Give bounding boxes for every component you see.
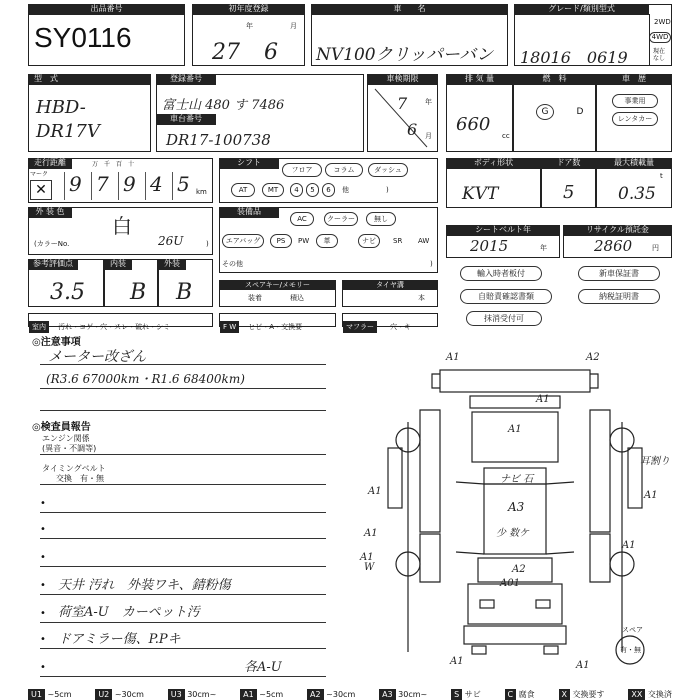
shift-other: 他 xyxy=(342,186,349,194)
legend-item: C 腐食 xyxy=(505,689,535,700)
bullet: • xyxy=(40,524,46,535)
mileage-units: 万 千 百 十 xyxy=(92,161,135,168)
engine-label: エンジン関係 xyxy=(42,434,90,443)
left-front-door xyxy=(420,410,440,532)
model-label: 型 式 xyxy=(28,74,151,85)
damage-mark: W xyxy=(364,562,375,573)
equip-cooler: クーラー xyxy=(324,212,358,226)
interior-score-value: B xyxy=(130,280,147,305)
first-reg-year: 27 xyxy=(212,40,240,65)
first-reg-month: 6 xyxy=(264,40,278,65)
car-name: NV100クリッパーバン xyxy=(316,45,494,65)
damage-mark: 少 数ケ xyxy=(496,528,530,539)
body-shape-label: ボディ形状 xyxy=(446,158,541,169)
legend-item: U3 30cm~ xyxy=(168,689,217,700)
equip-other-paren: ) xyxy=(430,260,433,268)
lot-number: SY0116 xyxy=(34,22,132,53)
spare-value: 有・無 xyxy=(620,646,641,654)
inspection-year-unit: 年 xyxy=(425,98,432,106)
load-unit: t xyxy=(660,172,663,180)
shift-gear-6: 6 xyxy=(322,183,335,197)
equip-other: その他 xyxy=(222,260,243,268)
smartkey-loaded: 積込 xyxy=(290,294,304,302)
recycle-label: リサイクル預託金 xyxy=(563,225,672,236)
mileage-digits xyxy=(64,172,199,200)
doc-import-plate: 輸入時者板付 xyxy=(460,266,542,281)
rear-bumper xyxy=(464,626,566,644)
mileage-digit: 7 xyxy=(91,172,118,200)
model-value: HBD-DR17V xyxy=(36,97,100,142)
smartkey-fitted: 装着 xyxy=(248,294,262,302)
legend xyxy=(28,689,672,700)
drive-other: 現在なし xyxy=(653,48,666,62)
shift-other-paren: ) xyxy=(386,186,389,194)
notes-line-1: メーター改ざん xyxy=(48,349,146,365)
color-label: 外 装 色 xyxy=(28,207,72,218)
equip-airbag: エアバッグ xyxy=(222,234,264,248)
fuel-g-option: G xyxy=(536,104,554,120)
mileage-mark-box: ✕ xyxy=(30,180,52,200)
damage-mark: A1 xyxy=(644,490,658,501)
equip-leather: 革 xyxy=(316,234,338,248)
damage-mark: ナビ 石 xyxy=(500,474,534,485)
damage-mark: A1 xyxy=(364,528,378,539)
fw-row xyxy=(219,313,336,331)
interior-score-label: 内装 xyxy=(104,259,132,270)
equip-navi: ナビ xyxy=(358,234,380,248)
fuel-d-option: D xyxy=(572,104,588,120)
year-unit: 年 xyxy=(246,22,253,30)
mileage-km: km xyxy=(196,188,207,196)
mileage-digit: 9 xyxy=(64,172,91,200)
cc-unit: cc xyxy=(502,132,510,140)
shift-label: シフト xyxy=(219,158,279,169)
fw-row-text: ヒビ・A・交換要 xyxy=(248,323,303,331)
bullet: • xyxy=(40,608,46,619)
roof xyxy=(484,484,546,554)
inspector-line-4: 各A-U xyxy=(244,660,282,675)
doc-warranty: 新車保証書 xyxy=(578,266,660,281)
month-unit: 月 xyxy=(290,22,297,30)
first-reg-label: 初年度登録 xyxy=(192,4,305,15)
legend-item: X 交換要す xyxy=(559,689,605,700)
equip-pw: PW xyxy=(298,237,310,245)
mileage-digit: 5 xyxy=(172,172,199,200)
doc-tax: 納税証明書 xyxy=(578,289,660,304)
tire-unit: 本 xyxy=(418,294,425,302)
left-fender xyxy=(388,448,402,508)
chassis-value: DR17-100738 xyxy=(166,131,271,149)
shift-column: コラム xyxy=(325,163,363,177)
equip-sr: SR xyxy=(393,237,403,245)
recycle-value: 2860 xyxy=(594,237,633,255)
color-code-label: (カラーNo. xyxy=(34,240,70,248)
damage-mark: A1 xyxy=(622,540,636,551)
shift-gear-4: 4 xyxy=(290,183,303,197)
equip-ac: AC xyxy=(290,212,314,226)
load-label: 最大積載量 xyxy=(596,158,672,169)
doc-cancel: 抹消受付可 xyxy=(466,311,542,326)
bullet: • xyxy=(40,552,46,563)
load-value: 0.35 xyxy=(618,184,656,204)
seatbelt-value: 2015 xyxy=(470,237,509,255)
muffler-row-text: 穴・キ xyxy=(390,323,412,331)
bullet: • xyxy=(40,634,46,645)
damage-mark: A2 xyxy=(586,352,600,363)
displacement-value: 660 xyxy=(456,114,491,135)
legend-item: XX 交換済 xyxy=(628,689,672,700)
left-slide-door xyxy=(420,534,440,582)
legend-item: A2 ~30cm xyxy=(307,689,355,700)
color-code-paren: ) xyxy=(206,240,209,248)
equipment-label: 装備品 xyxy=(219,207,279,218)
inspection-year: 7 xyxy=(397,94,408,113)
seatbelt-unit: 年 xyxy=(540,244,547,252)
tire-label: タイヤ溝 xyxy=(342,280,438,290)
notes-title: ◎注意事項 xyxy=(32,337,81,348)
muffler-row-label: マフラー xyxy=(343,321,377,333)
doors-label: ドア数 xyxy=(541,158,596,169)
use-rental: レンタカー xyxy=(612,112,658,126)
timing-sub: 交換 有・無 xyxy=(56,474,104,483)
inspector-title: ◎検査員報告 xyxy=(32,422,91,433)
mileage-label: 走行距離 xyxy=(28,158,72,169)
timing-label: タイミングベルト xyxy=(42,464,106,473)
interior-row-text: 汚れ・コゲ・穴・スレ・破れ・シミ xyxy=(58,323,171,331)
drive-2wd: 2WD xyxy=(654,18,671,26)
shift-dash: ダッシュ xyxy=(368,163,408,177)
right-slide-door xyxy=(590,534,610,582)
damage-mark: A1 xyxy=(360,552,374,563)
front-bumper xyxy=(440,370,590,392)
legend-item: U2 ~30cm xyxy=(95,689,144,700)
body-shape-value: KVT xyxy=(462,184,499,204)
inspection-label: 車検期限 xyxy=(367,74,438,85)
right-front-door xyxy=(590,410,610,532)
mileage-mark: マーク xyxy=(30,171,49,178)
interior-row xyxy=(28,313,213,331)
inspector-line-1: 天井 汚れ 外装ワキ、錆粉傷 xyxy=(58,578,231,593)
fuel-label: 燃 料 xyxy=(513,74,596,85)
smartkey-label: スペアキー/メモリー xyxy=(219,280,336,290)
bullet: • xyxy=(40,498,46,509)
ref-score-value: 3.5 xyxy=(50,280,85,305)
damage-mark: A1 xyxy=(446,352,460,363)
legend-item: S サビ xyxy=(451,689,481,700)
mileage-digit: 9 xyxy=(118,172,145,200)
doors-value: 5 xyxy=(563,182,575,203)
reg-no-label: 登録番号 xyxy=(156,74,216,85)
car-name-label: 車 名 xyxy=(311,4,508,15)
mileage-digit: 4 xyxy=(145,172,172,200)
ref-score-label: 参考評価点 xyxy=(28,259,78,270)
exterior-score-label: 外装 xyxy=(158,259,186,270)
seatbelt-label: シートベルト年 xyxy=(446,225,560,236)
damage-mark: 耳割り xyxy=(640,456,670,467)
interior-row-label: 室内 xyxy=(29,321,49,333)
equip-ps: PS xyxy=(270,234,292,248)
doc-insurance: 自賠責確認書類 xyxy=(460,289,552,304)
reg-no-value: 富士山 480 す 7486 xyxy=(162,98,285,113)
bullet: • xyxy=(40,580,46,591)
drive-4wd: 4WD xyxy=(649,32,671,43)
color-code-value: 26U xyxy=(158,234,184,248)
windshield xyxy=(472,412,558,462)
legend-item: A1 ~5cm xyxy=(240,689,283,700)
shift-mt: MT xyxy=(262,183,284,197)
chassis-label: 車台番号 xyxy=(156,114,216,125)
recycle-unit: 円 xyxy=(652,244,659,252)
damage-mark: A1 xyxy=(450,656,464,667)
notes-line-2: (R3.6 67000km・R1.6 68400km) xyxy=(46,372,245,386)
shift-at: AT xyxy=(231,183,255,197)
spare-label: スペア xyxy=(622,626,643,634)
equip-aw: AW xyxy=(418,237,430,245)
legend-item: U1 ~5cm xyxy=(28,689,71,700)
damage-mark: A1 xyxy=(576,660,590,671)
shift-floor: フロア xyxy=(282,163,322,177)
inspection-month: 6 xyxy=(407,120,418,139)
grade-label: グレード/類別型式 xyxy=(514,4,649,15)
shift-gear-5: 5 xyxy=(306,183,319,197)
inspector-line-3: ドアミラー傷、P.Pキ xyxy=(58,632,181,647)
bullet: • xyxy=(40,662,46,673)
legend-item: A3 30cm~ xyxy=(379,689,427,700)
damage-mark: A1 xyxy=(536,394,550,405)
color-value: 白 xyxy=(112,214,132,238)
damage-mark: A1 xyxy=(368,486,382,497)
back-door xyxy=(468,584,562,624)
damage-mark: A01 xyxy=(500,578,520,589)
use-business: 事業用 xyxy=(612,94,658,108)
damage-mark: A2 xyxy=(512,564,526,575)
inspector-line-2: 荷室A-U カーペット汚 xyxy=(58,605,200,620)
muffler-row xyxy=(342,313,438,331)
damage-mark: A3 xyxy=(508,500,525,514)
use-label: 車 歴 xyxy=(596,74,672,85)
grade-value: 18016 0619 xyxy=(520,48,628,67)
exterior-score-value: B xyxy=(176,280,193,305)
fw-row-label: F W xyxy=(220,321,239,333)
inspection-month-unit: 月 xyxy=(425,132,432,140)
equip-none: 無し xyxy=(366,212,396,226)
engine-sub: (異音・不調等) xyxy=(42,444,97,453)
lot-label: 出品番号 xyxy=(28,4,185,15)
displacement-label: 排 気 量 xyxy=(446,74,513,85)
damage-mark: A1 xyxy=(508,424,522,435)
